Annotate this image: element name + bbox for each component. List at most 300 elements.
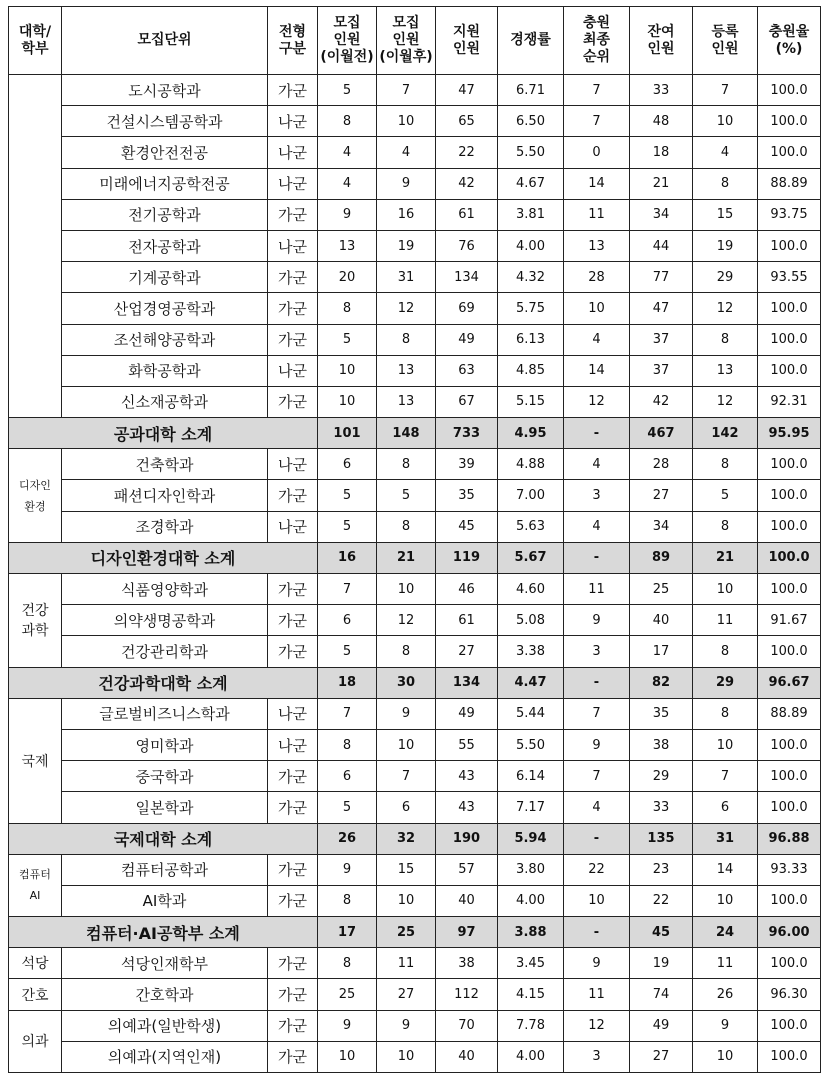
applicants-cell: 42 xyxy=(436,168,498,199)
table-row xyxy=(9,75,821,106)
header-line: 모집 xyxy=(392,15,420,31)
applicants-cell: 47 xyxy=(436,75,498,106)
subtotal-value: 96.00 xyxy=(758,917,821,948)
table-row xyxy=(9,262,821,293)
enrolled-cell: 26 xyxy=(693,979,758,1010)
college-line: 국제 xyxy=(21,753,49,770)
college-line: 의과 xyxy=(21,1034,49,1051)
remaining-cell: 21 xyxy=(630,168,693,199)
quota-after-cell: 13 xyxy=(377,386,436,417)
ratio-cell: 3.45 xyxy=(498,948,564,979)
header-line: 전형 xyxy=(278,23,307,40)
applicants-cell: 76 xyxy=(436,230,498,261)
type-cell: 나군 xyxy=(268,729,318,760)
table-container xyxy=(8,6,821,1073)
subtotal-value: - xyxy=(564,418,630,449)
fill-rate-cell: 100.0 xyxy=(758,729,821,760)
remaining-cell: 44 xyxy=(630,230,693,261)
unit-cell: 조경학과 xyxy=(62,511,268,542)
unit-cell: 화학공학과 xyxy=(62,355,268,386)
rank-cell: 9 xyxy=(564,948,630,979)
header-row xyxy=(9,7,821,75)
table-row xyxy=(9,386,821,417)
unit-cell: 미래에너지공학전공 xyxy=(62,168,268,199)
table-row xyxy=(9,761,821,792)
type-cell: 가군 xyxy=(268,854,318,885)
applicants-cell: 43 xyxy=(436,761,498,792)
ratio-cell: 4.32 xyxy=(498,262,564,293)
applicants-cell: 61 xyxy=(436,605,498,636)
remaining-cell: 35 xyxy=(630,698,693,729)
remaining-cell: 37 xyxy=(630,355,693,386)
quota-before-cell: 5 xyxy=(318,511,377,542)
enrolled-cell: 10 xyxy=(693,729,758,760)
fill-rate-cell: 88.89 xyxy=(758,168,821,199)
subtotal-value: 18 xyxy=(318,667,377,698)
subtotal-row xyxy=(9,667,821,698)
fill-rate-cell: 100.0 xyxy=(758,324,821,355)
header-line: 경쟁률 xyxy=(510,32,551,48)
quota-after-cell: 9 xyxy=(377,168,436,199)
enrolled-cell: 7 xyxy=(693,761,758,792)
rank-cell: 4 xyxy=(564,792,630,823)
subtotal-label: 건강과학대학 소계 xyxy=(9,667,318,698)
quota-before-cell: 6 xyxy=(318,449,377,480)
quota-before-cell: 20 xyxy=(318,262,377,293)
quota-before-cell: 7 xyxy=(318,698,377,729)
college-cell xyxy=(9,698,62,823)
unit-cell: 의예과(지역인재) xyxy=(62,1041,268,1072)
applicants-cell: 49 xyxy=(436,324,498,355)
quota-before-cell: 9 xyxy=(318,199,377,230)
enrolled-cell: 8 xyxy=(693,449,758,480)
ratio-cell: 3.38 xyxy=(498,636,564,667)
ratio-cell: 6.71 xyxy=(498,75,564,106)
college-cell xyxy=(9,1010,62,1072)
ratio-cell: 4.00 xyxy=(498,885,564,916)
ratio-cell: 4.60 xyxy=(498,574,564,605)
subtotal-value: 25 xyxy=(377,917,436,948)
enrolled-cell: 4 xyxy=(693,137,758,168)
ratio-cell: 3.81 xyxy=(498,199,564,230)
table-row xyxy=(9,355,821,386)
subtotal-row xyxy=(9,917,821,948)
rank-cell: 11 xyxy=(564,574,630,605)
remaining-cell: 42 xyxy=(630,386,693,417)
unit-cell: 중국학과 xyxy=(62,761,268,792)
unit-cell: 도시공학과 xyxy=(62,75,268,106)
enrolled-cell: 10 xyxy=(693,106,758,137)
quota-before-cell: 8 xyxy=(318,293,377,324)
table-row xyxy=(9,137,821,168)
ratio-cell: 4.85 xyxy=(498,355,564,386)
ratio-cell: 6.13 xyxy=(498,324,564,355)
college-cell xyxy=(9,979,62,1010)
subtotal-value: 97 xyxy=(436,917,498,948)
header-applicants xyxy=(436,7,498,75)
table-row xyxy=(9,605,821,636)
table-row xyxy=(9,729,821,760)
enrolled-cell: 8 xyxy=(693,324,758,355)
enrolled-cell: 29 xyxy=(693,262,758,293)
unit-cell: AI학과 xyxy=(62,885,268,916)
ratio-cell: 5.44 xyxy=(498,698,564,729)
enrolled-cell: 15 xyxy=(693,199,758,230)
unit-cell: 기계공학과 xyxy=(62,262,268,293)
rank-cell: 4 xyxy=(564,449,630,480)
type-cell: 나군 xyxy=(268,511,318,542)
quota-after-cell: 10 xyxy=(377,574,436,605)
fill-rate-cell: 91.67 xyxy=(758,605,821,636)
header-line: 대학/ xyxy=(18,23,52,40)
remaining-cell: 23 xyxy=(630,854,693,885)
subtotal-value: 142 xyxy=(693,418,758,449)
subtotal-value: 96.67 xyxy=(758,667,821,698)
fill-rate-cell: 100.0 xyxy=(758,230,821,261)
subtotal-value: 29 xyxy=(693,667,758,698)
enrolled-cell: 10 xyxy=(693,574,758,605)
table-row xyxy=(9,1010,821,1041)
type-cell: 가군 xyxy=(268,948,318,979)
table-row xyxy=(9,199,821,230)
ratio-cell: 5.75 xyxy=(498,293,564,324)
unit-cell: 컴퓨터공학과 xyxy=(62,854,268,885)
ratio-cell: 5.15 xyxy=(498,386,564,417)
applicants-cell: 134 xyxy=(436,262,498,293)
type-cell: 가군 xyxy=(268,480,318,511)
table-row xyxy=(9,511,821,542)
type-cell: 가군 xyxy=(268,293,318,324)
applicants-cell: 45 xyxy=(436,511,498,542)
applicants-cell: 27 xyxy=(436,636,498,667)
table-row xyxy=(9,948,821,979)
header-line: 지원 xyxy=(452,23,481,40)
table-row xyxy=(9,854,821,885)
subtotal-row xyxy=(9,823,821,854)
remaining-cell: 33 xyxy=(630,792,693,823)
type-cell: 가군 xyxy=(268,386,318,417)
college-cell xyxy=(9,574,62,668)
quota-after-cell: 5 xyxy=(377,480,436,511)
quota-after-cell: 31 xyxy=(377,262,436,293)
ratio-cell: 5.50 xyxy=(498,137,564,168)
header-type xyxy=(268,7,318,75)
quota-after-cell: 7 xyxy=(377,761,436,792)
fill-rate-cell: 100.0 xyxy=(758,885,821,916)
unit-cell: 간호학과 xyxy=(62,979,268,1010)
type-cell: 가군 xyxy=(268,1010,318,1041)
college-line: 컴퓨터 xyxy=(19,868,51,882)
type-cell: 가군 xyxy=(268,605,318,636)
enrolled-cell: 13 xyxy=(693,355,758,386)
quota-after-cell: 9 xyxy=(377,1010,436,1041)
header-line: 인원 xyxy=(392,32,420,48)
rank-cell: 22 xyxy=(564,854,630,885)
fill-rate-cell: 100.0 xyxy=(758,137,821,168)
ratio-cell: 4.15 xyxy=(498,979,564,1010)
subtotal-label: 컴퓨터·AI공학부 소계 xyxy=(9,917,318,948)
enrolled-cell: 5 xyxy=(693,480,758,511)
quota-before-cell: 10 xyxy=(318,386,377,417)
college-line: AI xyxy=(29,889,41,903)
rank-cell: 9 xyxy=(564,605,630,636)
enrolled-cell: 19 xyxy=(693,230,758,261)
quota-after-cell: 8 xyxy=(377,449,436,480)
enrolled-cell: 10 xyxy=(693,1041,758,1072)
quota-before-cell: 4 xyxy=(318,137,377,168)
subtotal-value: 45 xyxy=(630,917,693,948)
type-cell: 나군 xyxy=(268,168,318,199)
header-line: 인원 xyxy=(647,40,675,57)
rank-cell: 14 xyxy=(564,168,630,199)
quota-before-cell: 5 xyxy=(318,75,377,106)
type-cell: 가군 xyxy=(268,1041,318,1072)
rank-cell: 4 xyxy=(564,324,630,355)
header-line: 구분 xyxy=(278,40,307,57)
applicants-cell: 61 xyxy=(436,199,498,230)
subtotal-value: 4.95 xyxy=(498,418,564,449)
rank-cell: 11 xyxy=(564,199,630,230)
college-line: 환경 xyxy=(24,499,46,513)
quota-after-cell: 15 xyxy=(377,854,436,885)
subtotal-value: 82 xyxy=(630,667,693,698)
subtotal-value: - xyxy=(564,823,630,854)
ratio-cell: 3.80 xyxy=(498,854,564,885)
rank-cell: 12 xyxy=(564,1010,630,1041)
unit-cell: 산업경영공학과 xyxy=(62,293,268,324)
type-cell: 가군 xyxy=(268,979,318,1010)
enrolled-cell: 12 xyxy=(693,386,758,417)
subtotal-value: 5.94 xyxy=(498,823,564,854)
quota-before-cell: 6 xyxy=(318,761,377,792)
quota-after-cell: 4 xyxy=(377,137,436,168)
type-cell: 나군 xyxy=(268,698,318,729)
type-cell: 나군 xyxy=(268,106,318,137)
type-cell: 가군 xyxy=(268,761,318,792)
applicants-cell: 65 xyxy=(436,106,498,137)
fill-rate-cell: 100.0 xyxy=(758,574,821,605)
fill-rate-cell: 100.0 xyxy=(758,948,821,979)
remaining-cell: 40 xyxy=(630,605,693,636)
subtotal-value: 101 xyxy=(318,418,377,449)
subtotal-value: 119 xyxy=(436,542,498,573)
quota-before-cell: 6 xyxy=(318,605,377,636)
quota-before-cell: 13 xyxy=(318,230,377,261)
remaining-cell: 48 xyxy=(630,106,693,137)
fill-rate-cell: 100.0 xyxy=(758,761,821,792)
college-cell xyxy=(9,75,62,418)
enrolled-cell: 12 xyxy=(693,293,758,324)
fill-rate-cell: 96.30 xyxy=(758,979,821,1010)
table-row xyxy=(9,230,821,261)
header-rank xyxy=(564,7,630,75)
unit-cell: 패션디자인학과 xyxy=(62,480,268,511)
type-cell: 가군 xyxy=(268,636,318,667)
header-line: 모집단위 xyxy=(137,32,192,48)
quota-after-cell: 6 xyxy=(377,792,436,823)
fill-rate-cell: 100.0 xyxy=(758,511,821,542)
rank-cell: 3 xyxy=(564,636,630,667)
college-line: 석당 xyxy=(21,956,49,973)
header-line: 모집 xyxy=(333,15,361,31)
ratio-cell: 7.00 xyxy=(498,480,564,511)
fill-rate-cell: 100.0 xyxy=(758,1010,821,1041)
type-cell: 나군 xyxy=(268,137,318,168)
unit-cell: 의약생명공학과 xyxy=(62,605,268,636)
quota-after-cell: 8 xyxy=(377,324,436,355)
applicants-cell: 70 xyxy=(436,1010,498,1041)
type-cell: 가군 xyxy=(268,574,318,605)
ratio-cell: 7.78 xyxy=(498,1010,564,1041)
table-body xyxy=(9,75,821,1073)
rank-cell: 7 xyxy=(564,75,630,106)
subtotal-value: 30 xyxy=(377,667,436,698)
ratio-cell: 5.08 xyxy=(498,605,564,636)
enrolled-cell: 8 xyxy=(693,511,758,542)
header-line: 최종 xyxy=(582,32,611,48)
enrolled-cell: 8 xyxy=(693,698,758,729)
table-row xyxy=(9,792,821,823)
table-row xyxy=(9,449,821,480)
remaining-cell: 37 xyxy=(630,324,693,355)
header-line: 학부 xyxy=(21,40,49,57)
applicants-cell: 43 xyxy=(436,792,498,823)
applicants-cell: 35 xyxy=(436,480,498,511)
college-cell xyxy=(9,449,62,543)
remaining-cell: 28 xyxy=(630,449,693,480)
table-row xyxy=(9,698,821,729)
table-row xyxy=(9,574,821,605)
unit-cell: 글로벌비즈니스학과 xyxy=(62,698,268,729)
type-cell: 나군 xyxy=(268,230,318,261)
college-cell xyxy=(9,854,62,916)
subtotal-value: 89 xyxy=(630,542,693,573)
unit-cell: 건강관리학과 xyxy=(62,636,268,667)
unit-cell: 일본학과 xyxy=(62,792,268,823)
ratio-cell: 7.17 xyxy=(498,792,564,823)
fill-rate-cell: 100.0 xyxy=(758,792,821,823)
quota-after-cell: 8 xyxy=(377,511,436,542)
subtotal-value: 3.88 xyxy=(498,917,564,948)
quota-before-cell: 8 xyxy=(318,729,377,760)
unit-cell: 환경안전전공 xyxy=(62,137,268,168)
rank-cell: 10 xyxy=(564,885,630,916)
fill-rate-cell: 100.0 xyxy=(758,106,821,137)
header-college xyxy=(9,7,62,75)
table-row xyxy=(9,480,821,511)
fill-rate-cell: 100.0 xyxy=(758,1041,821,1072)
remaining-cell: 38 xyxy=(630,729,693,760)
fill-rate-cell: 93.33 xyxy=(758,854,821,885)
unit-cell: 영미학과 xyxy=(62,729,268,760)
quota-before-cell: 7 xyxy=(318,574,377,605)
fill-rate-cell: 100.0 xyxy=(758,480,821,511)
applicants-cell: 22 xyxy=(436,137,498,168)
header-line: 인원 xyxy=(333,32,361,48)
table-row xyxy=(9,885,821,916)
quota-after-cell: 12 xyxy=(377,293,436,324)
quota-after-cell: 12 xyxy=(377,605,436,636)
table-row xyxy=(9,324,821,355)
applicants-cell: 69 xyxy=(436,293,498,324)
subtotal-value: 467 xyxy=(630,418,693,449)
header-line: 순위 xyxy=(582,49,611,65)
college-line: 간호 xyxy=(21,987,49,1004)
subtotal-value: - xyxy=(564,917,630,948)
subtotal-value: 135 xyxy=(630,823,693,854)
type-cell: 나군 xyxy=(268,449,318,480)
quota-before-cell: 10 xyxy=(318,355,377,386)
header-line: (이월전) xyxy=(320,49,374,65)
quota-after-cell: 8 xyxy=(377,636,436,667)
subtotal-value: 31 xyxy=(693,823,758,854)
fill-rate-cell: 100.0 xyxy=(758,293,821,324)
table-row xyxy=(9,293,821,324)
college-line: 건강 xyxy=(21,603,49,620)
quota-after-cell: 10 xyxy=(377,729,436,760)
rank-cell: 13 xyxy=(564,230,630,261)
header-unit xyxy=(62,7,268,75)
ratio-cell: 6.14 xyxy=(498,761,564,792)
header-line: 충원율 xyxy=(768,23,810,40)
header-fill-rate xyxy=(758,7,821,75)
rank-cell: 28 xyxy=(564,262,630,293)
table-row xyxy=(9,636,821,667)
enrolled-cell: 10 xyxy=(693,885,758,916)
quota-before-cell: 8 xyxy=(318,106,377,137)
header-line: 충원 xyxy=(582,15,611,31)
header-ratio xyxy=(498,7,564,75)
quota-before-cell: 10 xyxy=(318,1041,377,1072)
rank-cell: 4 xyxy=(564,511,630,542)
table-row xyxy=(9,168,821,199)
header-remaining xyxy=(630,7,693,75)
applicants-cell: 67 xyxy=(436,386,498,417)
rank-cell: 9 xyxy=(564,729,630,760)
header-line: 등록 xyxy=(711,23,739,40)
table-row xyxy=(9,106,821,137)
applicants-cell: 112 xyxy=(436,979,498,1010)
quota-after-cell: 10 xyxy=(377,1041,436,1072)
header-line: (이월후) xyxy=(379,49,433,65)
college-line: 디자인 xyxy=(19,478,51,492)
remaining-cell: 77 xyxy=(630,262,693,293)
fill-rate-cell: 100.0 xyxy=(758,636,821,667)
type-cell: 가군 xyxy=(268,262,318,293)
subtotal-value: 96.88 xyxy=(758,823,821,854)
college-cell xyxy=(9,948,62,979)
ratio-cell: 4.67 xyxy=(498,168,564,199)
admission-results-table xyxy=(8,6,821,1073)
applicants-cell: 57 xyxy=(436,854,498,885)
remaining-cell: 17 xyxy=(630,636,693,667)
quota-after-cell: 16 xyxy=(377,199,436,230)
rank-cell: 0 xyxy=(564,137,630,168)
quota-after-cell: 11 xyxy=(377,948,436,979)
subtotal-value: 148 xyxy=(377,418,436,449)
subtotal-label: 국제대학 소계 xyxy=(9,823,318,854)
subtotal-value: 95.95 xyxy=(758,418,821,449)
remaining-cell: 27 xyxy=(630,1041,693,1072)
quota-before-cell: 8 xyxy=(318,948,377,979)
quota-before-cell: 5 xyxy=(318,324,377,355)
quota-after-cell: 10 xyxy=(377,885,436,916)
applicants-cell: 38 xyxy=(436,948,498,979)
remaining-cell: 18 xyxy=(630,137,693,168)
remaining-cell: 19 xyxy=(630,948,693,979)
remaining-cell: 34 xyxy=(630,511,693,542)
subtotal-value: - xyxy=(564,667,630,698)
